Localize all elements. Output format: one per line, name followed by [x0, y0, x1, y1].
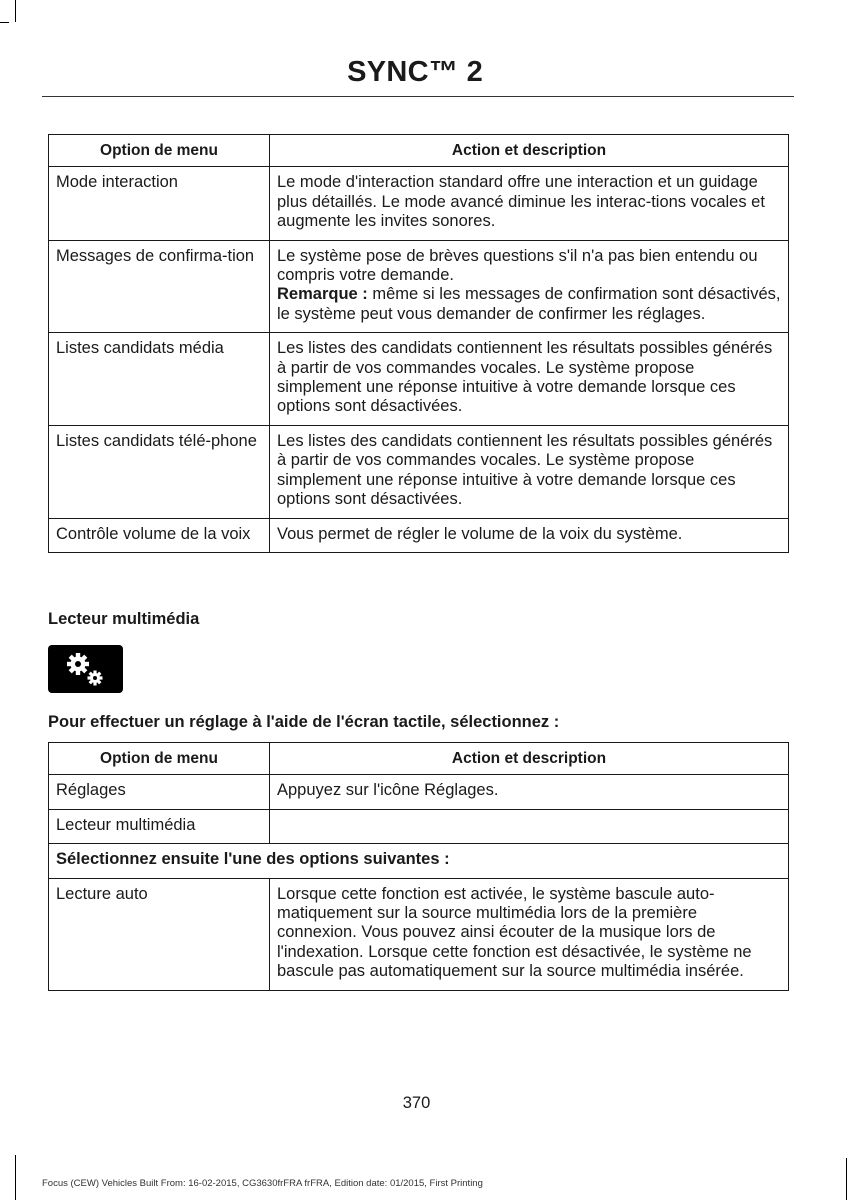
table-row	[49, 240, 789, 333]
span-row-cell: Sélectionnez ensuite l'une des options suivantes :	[49, 844, 789, 878]
description-cell: Le mode d'interaction standard offre une interaction et un guidage plus détaillés. Le mode avancé diminue les interac-tions vocales et augmente les invites sonores.	[270, 167, 789, 240]
description-cell: Les listes des candidats contiennent les résultats possibles générés à partir de vos commandes vocales. Le système propose simplement une réponse intuitive à votre demande lorsque ces options sont désactivées.	[270, 333, 789, 426]
table-row	[49, 167, 789, 240]
description-cell: Les listes des candidats contiennent les résultats possibles générés à partir de vos commandes vocales. Le système propose simplement une réponse intuitive à votre demande lorsque ces options sont désactivées.	[270, 425, 789, 518]
description-cell	[270, 809, 789, 843]
column-header-description: Action et description	[270, 743, 789, 775]
column-header-description: Action et description	[270, 135, 789, 167]
option-cell: Listes candidats média	[49, 333, 270, 426]
section-title: Lecteur multimédia	[48, 610, 200, 628]
table-header-row	[49, 743, 789, 775]
table-row	[49, 775, 789, 809]
remark-label: Remarque :	[277, 285, 368, 304]
option-cell: Mode interaction	[49, 167, 270, 240]
option-cell: Lecteur multimédia	[49, 809, 270, 843]
settings-gears-icon	[48, 645, 123, 693]
page-number: 370	[402, 1094, 431, 1112]
column-header-option: Option de menu	[49, 135, 270, 167]
option-cell: Réglages	[49, 775, 270, 809]
description-text: Le système pose de brèves questions s'il n'a pas bien entendu ou compris votre demande.	[277, 246, 758, 285]
voice-settings-table	[48, 134, 789, 553]
instruction-text: Pour effectuer un réglage à l'aide de l'écran tactile, sélectionnez :	[48, 713, 560, 731]
table-row	[49, 844, 789, 878]
column-header-option: Option de menu	[49, 743, 270, 775]
remark-text: même si les messages de confirmation sont désactivés, le système peut vous demander de confirmer les réglages.	[277, 285, 781, 323]
media-player-settings-table	[48, 742, 789, 991]
description-cell: Lorsque cette fonction est activée, le système bascule auto-matiquement sur la source multimédia lors de la première connexion. Vous pouvez ainsi écouter de la musique lors de l'indexation. Lorsque cette fonction est désactivée, le système ne bascule pas automatiquement sur la source multimédia insérée.	[270, 878, 789, 990]
table-row	[49, 425, 789, 518]
crop-mark	[15, 1155, 16, 1200]
table-row	[49, 518, 789, 552]
table-header-row	[49, 135, 789, 167]
page-title: SYNC™ 2	[347, 56, 483, 88]
crop-mark	[0, 22, 9, 23]
footer-text: Focus (CEW) Vehicles Built From: 16-02-2015, CG3630frFRA frFRA, Edition date: 01/2015, First Printing	[42, 1178, 483, 1189]
crop-mark	[846, 1158, 847, 1200]
description-cell: Vous permet de régler le volume de la voix du système.	[270, 518, 789, 552]
option-cell: Contrôle volume de la voix	[49, 518, 270, 552]
option-cell: Listes candidats télé-phone	[49, 425, 270, 518]
table-row	[49, 333, 789, 426]
title-divider	[42, 96, 794, 97]
crop-mark	[15, 0, 16, 22]
table-row	[49, 878, 789, 990]
description-cell: Appuyez sur l'icône Réglages.	[270, 775, 789, 809]
option-cell: Messages de confirma-tion	[49, 240, 270, 333]
description-cell	[270, 240, 789, 333]
table-row	[49, 809, 789, 843]
option-cell: Lecture auto	[49, 878, 270, 990]
